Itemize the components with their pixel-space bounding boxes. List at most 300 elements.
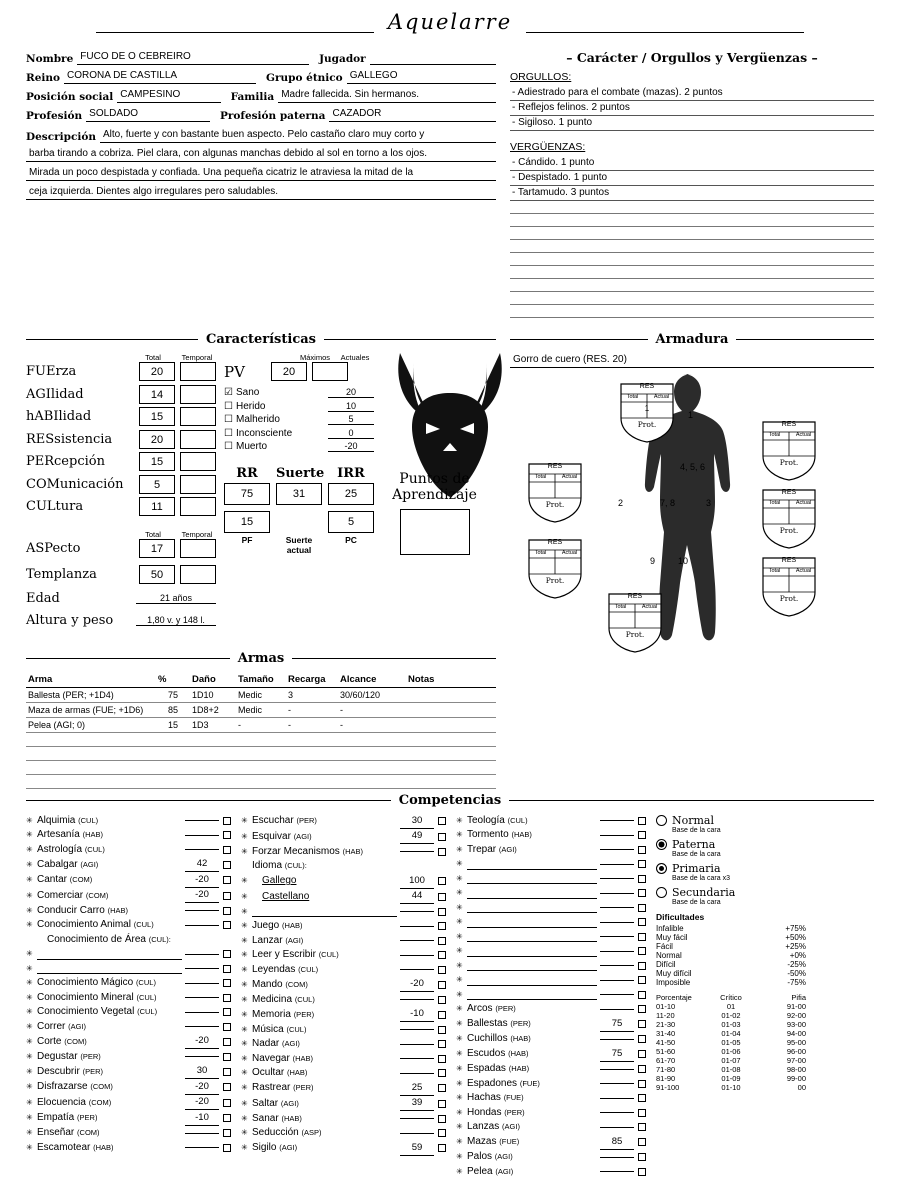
armas-cell-arma[interactable] (26, 774, 156, 788)
competencia-checkbox[interactable] (223, 846, 231, 854)
value-profesion-paterna[interactable]: CAZADOR (329, 107, 496, 122)
armor-location-shield[interactable] (618, 382, 676, 447)
competencia-value[interactable]: 75 (600, 1047, 634, 1062)
competencia-value[interactable]: -10 (185, 1111, 219, 1126)
armadura-text-field[interactable] (510, 353, 874, 368)
competencia-value[interactable] (600, 936, 634, 937)
pf-value[interactable]: 15 (224, 511, 270, 533)
value-familia[interactable]: Madre fallecida. Sin hermanos. (278, 88, 496, 103)
armas-cell-notas[interactable] (406, 760, 496, 774)
armas-cell-dano[interactable] (190, 774, 236, 788)
caracteristica-total[interactable]: 50 (139, 565, 175, 584)
competencia-checkbox[interactable] (438, 981, 446, 989)
competencia-checkbox[interactable] (638, 1005, 646, 1013)
competencia-value[interactable] (600, 1112, 634, 1113)
armas-cell-alc[interactable]: - (338, 702, 406, 717)
competencia-row[interactable] (26, 857, 231, 872)
competencia-row[interactable] (241, 977, 446, 992)
competencia-row[interactable] (26, 888, 231, 903)
competencia-value[interactable] (185, 925, 219, 926)
armas-cell-rec[interactable] (286, 774, 338, 788)
competencia-row[interactable] (26, 828, 231, 842)
competencia-value[interactable] (185, 1026, 219, 1027)
value-jugador[interactable] (370, 51, 496, 65)
competencia-checkbox[interactable] (638, 991, 646, 999)
competencia-checkbox[interactable] (223, 1008, 231, 1016)
shield-value[interactable]: 1 (618, 404, 676, 413)
competencia-blank[interactable] (467, 873, 597, 884)
competencia-checkbox[interactable] (638, 875, 646, 883)
competencia-checkbox[interactable] (638, 1094, 646, 1102)
armas-cell-arma[interactable]: Ballesta (PER; +1D4) (26, 687, 156, 702)
pv-state-row[interactable] (224, 414, 374, 425)
competencia-row[interactable] (241, 934, 446, 948)
competencia-value[interactable]: -20 (185, 1034, 219, 1049)
armas-cell-notas[interactable] (406, 746, 496, 760)
competencia-value[interactable] (185, 849, 219, 850)
armas-cell-alc[interactable]: 30/60/120 (338, 687, 406, 702)
competencia-value[interactable] (600, 1157, 634, 1158)
competencia-checkbox[interactable] (438, 893, 446, 901)
competencia-checkbox[interactable] (438, 996, 446, 1004)
competencia-value[interactable] (400, 1044, 434, 1045)
competencia-checkbox[interactable] (638, 1050, 646, 1058)
armas-cell-tam[interactable] (236, 760, 286, 774)
competencia-checkbox[interactable] (438, 937, 446, 945)
pv-state-row[interactable] (224, 441, 374, 452)
competencia-value[interactable] (185, 835, 219, 836)
armas-cell-dano[interactable] (190, 732, 236, 746)
pv-maximos[interactable]: 20 (271, 362, 307, 381)
competencia-checkbox[interactable] (638, 1138, 646, 1146)
competencia-blank[interactable] (467, 917, 597, 928)
competencia-row[interactable] (241, 1023, 446, 1037)
competencia-row[interactable] (241, 963, 446, 977)
competencia-checkbox[interactable] (223, 1053, 231, 1061)
competencia-value[interactable] (185, 1056, 219, 1057)
competencia-row[interactable] (26, 1064, 231, 1079)
competencia-checkbox[interactable] (438, 1084, 446, 1092)
competencia-row[interactable] (26, 1111, 231, 1126)
competencia-checkbox[interactable] (638, 860, 646, 868)
pv-state-row[interactable] (224, 401, 374, 412)
competencia-row[interactable] (456, 930, 646, 944)
field-profesion[interactable] (26, 107, 210, 122)
caracter-blank-line[interactable] (510, 266, 874, 279)
armas-cell-pct[interactable] (156, 746, 190, 760)
competencia-row[interactable] (456, 1062, 646, 1076)
competencia-checkbox[interactable] (223, 1144, 231, 1152)
competencia-checkbox[interactable] (223, 907, 231, 915)
rr-value[interactable]: 75 (224, 483, 270, 505)
competencia-value[interactable] (400, 911, 434, 912)
competencia-row[interactable] (26, 1020, 231, 1034)
field-jugador[interactable] (319, 50, 496, 65)
competencia-checkbox[interactable] (638, 1080, 646, 1088)
competencia-blank[interactable] (467, 946, 597, 957)
armas-cell-pct[interactable]: 85 (156, 702, 190, 717)
pv-state-checkbox[interactable]: ☐ (224, 414, 236, 425)
competencia-checkbox[interactable] (638, 933, 646, 941)
caracteristica-total[interactable]: 21 años (136, 593, 216, 604)
competencia-value[interactable] (185, 820, 219, 821)
caracteristica-total[interactable]: 11 (139, 497, 175, 516)
armor-location-shield[interactable] (526, 538, 584, 603)
competencia-row[interactable] (456, 1150, 646, 1164)
competencia-value[interactable] (185, 954, 219, 955)
competencia-row[interactable] (456, 901, 646, 915)
armas-cell-notas[interactable] (406, 702, 496, 717)
competencia-value[interactable] (400, 940, 434, 941)
armas-cell-arma[interactable] (26, 760, 156, 774)
competencia-row[interactable] (456, 1047, 646, 1062)
competencia-checkbox[interactable] (638, 976, 646, 984)
competencia-row[interactable] (456, 1120, 646, 1134)
armas-cell-dano[interactable]: 1D10 (190, 687, 236, 702)
competencia-row[interactable] (241, 1112, 446, 1126)
caracter-blank-line[interactable] (510, 279, 874, 292)
competencia-checkbox[interactable] (438, 1055, 446, 1063)
orgullo-item[interactable]: - Reflejos felinos. 2 puntos (510, 101, 874, 116)
armas-cell-notas[interactable] (406, 687, 496, 702)
armas-cell-alc[interactable] (338, 774, 406, 788)
pv-actuales[interactable] (312, 362, 348, 381)
competencia-value[interactable] (600, 849, 634, 850)
competencia-checkbox[interactable] (223, 1099, 231, 1107)
armor-location-shield[interactable] (526, 462, 584, 527)
armas-cell-tam[interactable] (236, 774, 286, 788)
competencia-value[interactable] (600, 820, 634, 821)
value-descripcion-1[interactable]: Alto, fuerte y con bastante buen aspecto. Pelo castaño claro muy corto y (100, 128, 496, 143)
armas-table-row[interactable] (26, 687, 496, 702)
armas-cell-rec[interactable] (286, 760, 338, 774)
competencia-checkbox[interactable] (223, 876, 231, 884)
caracteristica-temporal[interactable] (180, 407, 216, 426)
competencia-value[interactable]: -20 (185, 1095, 219, 1110)
caracteristica-total[interactable]: 14 (139, 385, 175, 404)
armas-cell-pct[interactable]: 15 (156, 717, 190, 732)
caracteristica-temporal[interactable] (180, 539, 216, 558)
competencia-row[interactable] (456, 1002, 646, 1016)
competencia-value[interactable] (600, 835, 634, 836)
competencia-checkbox[interactable] (438, 848, 446, 856)
pv-state-checkbox[interactable]: ☐ (224, 441, 236, 452)
competencia-row[interactable] (241, 829, 446, 844)
competencia-blank[interactable] (467, 859, 597, 870)
competencia-value[interactable]: 25 (400, 1081, 434, 1096)
field-descripcion-2[interactable] (26, 147, 496, 162)
armas-cell-pct[interactable] (156, 760, 190, 774)
competencia-blank[interactable] (467, 989, 597, 1000)
value-descripcion-2[interactable]: barba tirando a cobriza. Piel clara, con algunas manchas debido al sol en torno a los ojos. (26, 147, 496, 162)
armas-cell-notas[interactable] (406, 732, 496, 746)
verguenza-item[interactable]: - Despistado. 1 punto (510, 171, 874, 186)
competencia-checkbox[interactable] (438, 1144, 446, 1152)
caracteristica-total[interactable]: 15 (139, 407, 175, 426)
competencia-row[interactable] (456, 915, 646, 929)
competencia-checkbox[interactable] (438, 951, 446, 959)
armas-table-row[interactable] (26, 774, 496, 788)
caracter-blank-line[interactable] (510, 292, 874, 305)
caracteristica-temporal[interactable] (180, 430, 216, 449)
pv-state-checkbox[interactable]: ☐ (224, 401, 236, 412)
competencia-checkbox[interactable] (638, 1020, 646, 1028)
value-descripcion-3[interactable]: Mirada un poco despistada y confiada. Una pequeña cicatriz le atraviesa la mitad de la (26, 166, 496, 181)
competencia-value[interactable]: 30 (185, 1064, 219, 1079)
verguenza-item[interactable]: - Cándido. 1 punto (510, 156, 874, 171)
competencia-row[interactable] (241, 1096, 446, 1111)
competencia-checkbox[interactable] (438, 1129, 446, 1137)
armas-cell-dano[interactable] (190, 746, 236, 760)
field-nombre[interactable] (26, 50, 309, 65)
armas-cell-notas[interactable] (406, 774, 496, 788)
caracteristica-temporal[interactable] (180, 475, 216, 494)
caracteristica-temporal[interactable] (180, 362, 216, 381)
armas-cell-dano[interactable] (190, 760, 236, 774)
competencia-checkbox[interactable] (638, 831, 646, 839)
competencia-value[interactable] (600, 951, 634, 952)
competencia-checkbox[interactable] (223, 861, 231, 869)
competencia-value[interactable] (400, 851, 434, 852)
armas-cell-alc[interactable]: - (338, 717, 406, 732)
competencia-row[interactable] (456, 944, 646, 958)
competencia-row[interactable] (456, 1135, 646, 1150)
competencia-row[interactable] (241, 948, 446, 962)
armas-table-row[interactable] (26, 746, 496, 760)
competencia-row[interactable] (241, 859, 446, 873)
competencia-value[interactable]: 75 (600, 1017, 634, 1032)
armor-location-shield[interactable] (760, 556, 818, 621)
competencia-value[interactable] (400, 1118, 434, 1119)
competencia-checkbox[interactable] (223, 979, 231, 987)
pv-state-row[interactable] (224, 387, 374, 398)
competencia-value[interactable] (600, 907, 634, 908)
pv-state-checkbox[interactable]: ☑ (224, 387, 236, 398)
competencia-blank[interactable] (37, 963, 182, 974)
competencia-value[interactable] (600, 893, 634, 894)
competencia-row[interactable] (241, 905, 446, 919)
competencia-row[interactable] (456, 959, 646, 973)
competencia-row[interactable] (26, 814, 231, 828)
competencia-value[interactable]: 39 (400, 1096, 434, 1111)
caracteristica-total[interactable]: 1,80 v. y 148 l. (136, 615, 216, 626)
armor-location-shield[interactable] (760, 488, 818, 553)
competencia-row[interactable] (241, 1126, 446, 1140)
competencia-checkbox[interactable] (438, 1040, 446, 1048)
competencia-row[interactable] (241, 1007, 446, 1022)
irr-value[interactable]: 25 (328, 483, 374, 505)
competencia-row[interactable] (456, 988, 646, 1002)
competencia-row[interactable] (26, 947, 231, 961)
competencia-blank[interactable] (252, 906, 397, 917)
competencia-row[interactable] (26, 904, 231, 918)
competencia-value[interactable]: 44 (400, 889, 434, 904)
competencia-row[interactable] (456, 872, 646, 886)
competencia-value[interactable] (600, 864, 634, 865)
competencia-checkbox[interactable] (638, 1035, 646, 1043)
competencia-checkbox[interactable] (223, 1038, 231, 1046)
armas-cell-rec[interactable]: 3 (286, 687, 338, 702)
competencia-value[interactable] (600, 1069, 634, 1070)
armas-cell-pct[interactable] (156, 732, 190, 746)
armas-cell-tam[interactable]: Medic (236, 687, 286, 702)
value-posicion-social[interactable]: CAMPESINO (117, 88, 220, 103)
armadura-text[interactable]: Gorro de cuero (RES. 20) (510, 353, 874, 368)
competencia-checkbox[interactable] (438, 1115, 446, 1123)
competencia-row[interactable] (26, 1141, 231, 1155)
caracteristica-total[interactable]: 15 (139, 452, 175, 471)
caracter-blank-line[interactable] (510, 214, 874, 227)
competencia-checkbox[interactable] (438, 817, 446, 825)
competencia-checkbox[interactable] (223, 1129, 231, 1137)
competencia-value[interactable] (600, 922, 634, 923)
competencia-row[interactable] (241, 814, 446, 829)
competencia-checkbox[interactable] (223, 950, 231, 958)
competencia-row[interactable] (26, 933, 231, 947)
competencia-checkbox[interactable] (638, 846, 646, 854)
orgullo-item[interactable]: - Sigiloso. 1 punto (510, 116, 874, 131)
competencia-checkbox[interactable] (638, 962, 646, 970)
competencia-row[interactable] (456, 886, 646, 900)
caracteristica-total[interactable]: 17 (139, 539, 175, 558)
caracter-blank-line[interactable] (510, 305, 874, 318)
competencia-checkbox[interactable] (638, 947, 646, 955)
competencia-checkbox[interactable] (438, 966, 446, 974)
armas-cell-tam[interactable] (236, 732, 286, 746)
verguenza-item[interactable]: - Tartamudo. 3 puntos (510, 186, 874, 201)
field-descripcion-4[interactable] (26, 185, 496, 200)
competencia-row[interactable] (241, 1066, 446, 1080)
competencia-checkbox[interactable] (638, 1109, 646, 1117)
competencia-row[interactable] (26, 1005, 231, 1019)
competencia-value[interactable] (185, 997, 219, 998)
competencia-checkbox[interactable] (638, 1065, 646, 1073)
competencia-value[interactable] (600, 1083, 634, 1084)
competencia-checkbox[interactable] (438, 922, 446, 930)
competencia-value[interactable] (185, 983, 219, 984)
aprendizaje-value[interactable] (400, 509, 470, 555)
competencia-checkbox[interactable] (638, 1168, 646, 1176)
competencia-row[interactable] (26, 1126, 231, 1140)
armas-cell-rec[interactable]: - (286, 717, 338, 732)
armas-cell-dano[interactable]: 1D3 (190, 717, 236, 732)
competencia-row[interactable] (26, 873, 231, 888)
caracteristica-temporal[interactable] (180, 385, 216, 404)
competencia-checkbox[interactable] (223, 1023, 231, 1031)
competencia-checkbox[interactable] (438, 1069, 446, 1077)
competencia-value[interactable] (600, 1171, 634, 1172)
field-familia[interactable] (231, 88, 496, 103)
competencia-value[interactable]: 59 (400, 1141, 434, 1156)
competencia-value[interactable]: -20 (400, 977, 434, 992)
armas-cell-alc[interactable] (338, 746, 406, 760)
competencia-value[interactable] (400, 926, 434, 927)
competencia-value[interactable] (400, 999, 434, 1000)
caracter-blank-line[interactable] (510, 227, 874, 240)
competencia-row[interactable] (26, 962, 231, 976)
competencia-row[interactable] (26, 1050, 231, 1064)
competencia-checkbox[interactable] (638, 889, 646, 897)
competencia-value[interactable] (600, 980, 634, 981)
competencia-value[interactable] (400, 1029, 434, 1030)
competencia-value[interactable] (600, 878, 634, 879)
competencia-blank[interactable] (467, 960, 597, 971)
armas-cell-arma[interactable] (26, 746, 156, 760)
competencia-value[interactable] (600, 1098, 634, 1099)
competencia-value[interactable] (600, 1009, 634, 1010)
armas-cell-tam[interactable] (236, 746, 286, 760)
competencia-value[interactable] (400, 969, 434, 970)
field-descripcion-3[interactable] (26, 166, 496, 181)
competencia-value[interactable] (600, 1039, 634, 1040)
caracter-blank-line[interactable] (510, 253, 874, 266)
armas-table-row[interactable] (26, 732, 496, 746)
armas-cell-pct[interactable]: 75 (156, 687, 190, 702)
competencia-blank[interactable] (37, 949, 182, 960)
competencia-row[interactable] (456, 1077, 646, 1091)
competencia-checkbox[interactable] (223, 921, 231, 929)
competencia-checkbox[interactable] (223, 831, 231, 839)
competencia-row[interactable] (456, 843, 646, 857)
competencia-value[interactable]: 49 (400, 829, 434, 844)
pv-state-checkbox[interactable]: ☐ (224, 428, 236, 439)
competencia-value[interactable]: -20 (185, 873, 219, 888)
competencia-value[interactable] (400, 1073, 434, 1074)
field-descripcion[interactable] (26, 128, 496, 143)
competencia-checkbox[interactable] (438, 1026, 446, 1034)
suerte-actual-value[interactable] (276, 511, 322, 533)
value-descripcion-4[interactable]: ceja izquierda. Dientes algo irregulares pero saludables. (26, 185, 496, 200)
armor-location-shield[interactable] (760, 420, 818, 485)
competencia-value[interactable] (400, 1058, 434, 1059)
competencia-row[interactable] (241, 1081, 446, 1096)
competencia-row[interactable] (26, 976, 231, 990)
caracter-blank-line[interactable] (510, 240, 874, 253)
competencia-value[interactable] (185, 1012, 219, 1013)
caracteristica-temporal[interactable] (180, 565, 216, 584)
competencia-checkbox[interactable] (638, 817, 646, 825)
competencia-row[interactable] (456, 973, 646, 987)
competencia-value[interactable] (185, 1147, 219, 1148)
value-reino[interactable]: CORONA DE CASTILLA (64, 69, 256, 84)
armas-table-row[interactable] (26, 760, 496, 774)
competencia-checkbox[interactable] (438, 1100, 446, 1108)
caracter-blank-line[interactable] (510, 201, 874, 214)
competencia-row[interactable] (456, 828, 646, 842)
competencia-checkbox[interactable] (438, 908, 446, 916)
competencia-checkbox[interactable] (638, 904, 646, 912)
competencia-row[interactable] (26, 1095, 231, 1110)
competencia-checkbox[interactable] (223, 1068, 231, 1076)
competencia-checkbox[interactable] (223, 965, 231, 973)
armas-cell-dano[interactable]: 1D8+2 (190, 702, 236, 717)
armor-location-shield[interactable] (606, 592, 664, 657)
competencia-value[interactable] (600, 994, 634, 995)
armas-table-row[interactable] (26, 702, 496, 717)
pc-value[interactable]: 5 (328, 511, 374, 533)
armas-cell-tam[interactable]: - (236, 717, 286, 732)
caracteristica-total[interactable]: 5 (139, 475, 175, 494)
armas-cell-rec[interactable] (286, 746, 338, 760)
field-profesion-paterna[interactable] (220, 107, 496, 122)
armas-cell-arma[interactable]: Pelea (AGI; 0) (26, 717, 156, 732)
competencia-blank[interactable] (467, 975, 597, 986)
competencia-value[interactable] (185, 968, 219, 969)
competencia-value[interactable] (185, 910, 219, 911)
competencia-row[interactable] (456, 1106, 646, 1120)
competencia-value[interactable] (400, 1133, 434, 1134)
armas-cell-notas[interactable] (406, 717, 496, 732)
